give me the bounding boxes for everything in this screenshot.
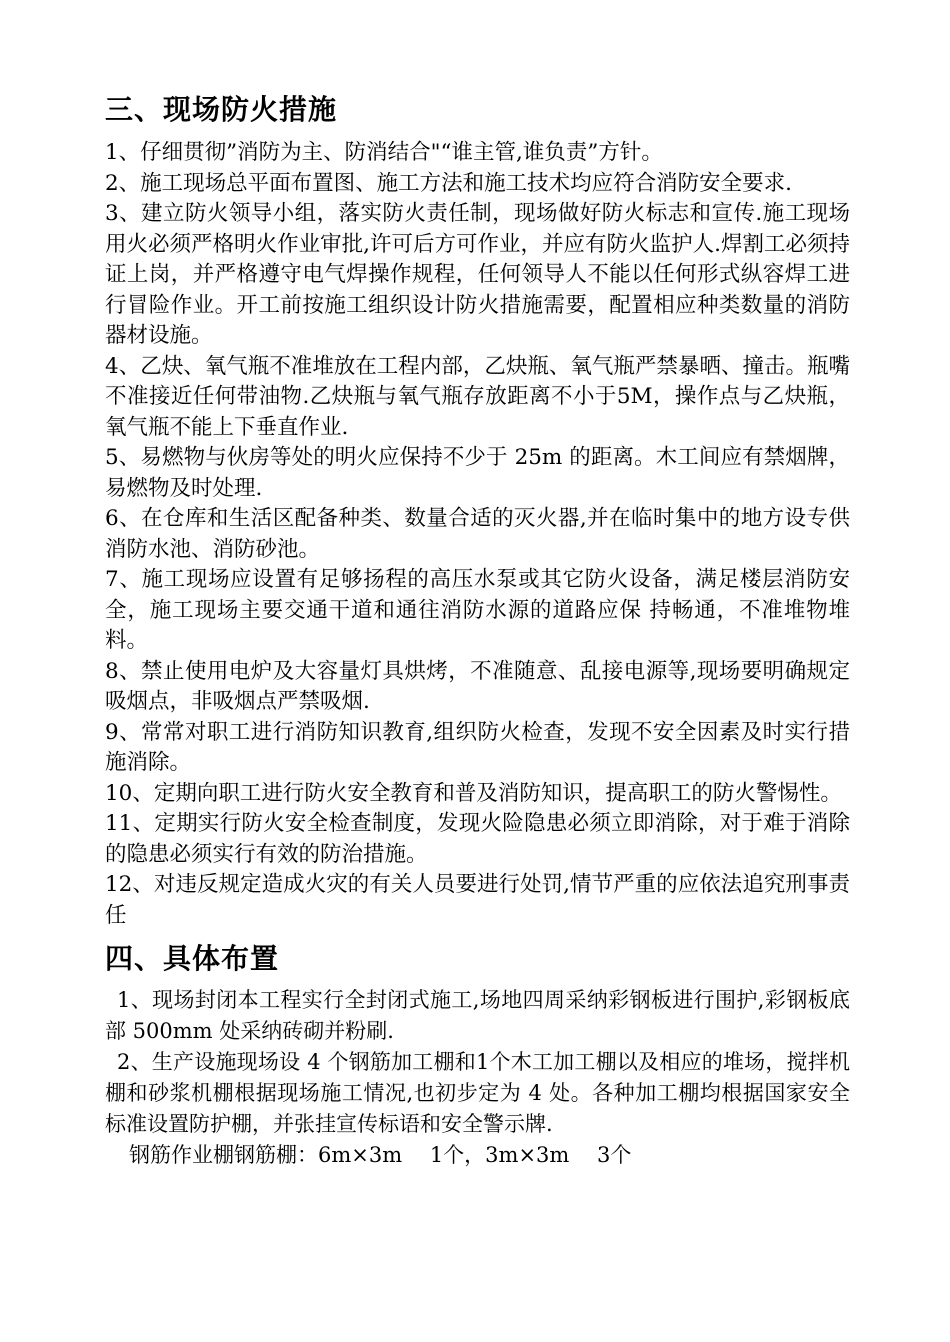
- layout-item-2: 2、生产设施现场设 4 个钢筋加工棚和1个木工加工棚以及相应的堆场，搅拌机棚和砂浆机棚根据现场施工情况,也初步定为 4 处。各种加工棚均根据国家安全标准设置防护棚，并张挂宣传标语和安全警示牌.: [105, 1050, 850, 1136]
- layout-shed-spec: 钢筋作业棚钢筋棚：6m×3m 1个，3m×3m 3个: [129, 1143, 632, 1167]
- section-heading-layout: 四、具体布置: [105, 942, 280, 975]
- fire-item-5: 5、易燃物与伙房等处的明火应保持不少于 25m 的距离。木工间应有禁烟牌，易燃物及时处理.: [105, 445, 850, 501]
- fire-item-11: 11、定期实行防火安全检查制度，发现火险隐患必须立即消除，对于难于消除的隐患必须实行有效的防治措施。: [105, 811, 850, 867]
- fire-item-1: 1、仔细贯彻”消防为主、防消结合"“谁主管,谁负责”方针。: [105, 140, 663, 165]
- document-page: [105, 88, 850, 1171]
- layout-item-1: 1、现场封闭本工程实行全封闭式施工,场地四周采纳彩钢板进行围护,彩钢板底部 500mm 处采纳砖砌并粉刷.: [105, 988, 850, 1043]
- fire-item-12: 12、对违反规定造成火灾的有关人员要进行处罚,情节严重的应依法追究刑事责任: [105, 872, 850, 928]
- fire-item-8: 8、禁止使用电炉及大容量灯具烘烤，不准随意、乱接电源等,现场要明确规定吸烟点，非吸烟点严禁吸烟.: [105, 658, 850, 714]
- section-layout: [105, 937, 850, 1171]
- fire-item-3: 3、建立防火领导小组，落实防火责任制，现场做好防火标志和宣传.施工现场用火必须严格明火作业审批,许可后方可作业，并应有防火监护人.焊割工必须持证上岗，并严格遵守电气焊操作规程，任何领导人不能以任何形式纵容焊工进行冒险作业。开工前按施工组织设计防火措施需要，配置相应种类数量的消防器材设施。: [105, 201, 850, 348]
- fire-item-9: 9、常常对职工进行消防知识教育,组织防火检查，发现不安全因素及时实行措施消除。: [105, 719, 850, 775]
- fire-item-7: 7、施工现场应设置有足够扬程的高压水泵或其它防火设备，满足楼层消防安全，施工现场主要交通干道和通往消防水源的道路应保 持畅通，不准堆物堆料。: [105, 567, 850, 653]
- section-heading-fire-prevention: 三、现场防火措施: [105, 93, 338, 126]
- fire-item-6: 6、在仓库和生活区配备种类、数量合适的灭火器,并在临时集中的地方设专供消防水池、消防砂池。: [105, 506, 850, 562]
- fire-item-10: 10、定期向职工进行防火安全教育和普及消防知识，提高职工的防火警惕性。: [105, 780, 842, 806]
- section-fire-prevention: [105, 88, 850, 931]
- fire-item-2: 2、施工现场总平面布置图、施工方法和施工技术均应符合消防安全要求.: [105, 170, 793, 196]
- fire-item-4: 4、乙炔、氧气瓶不准堆放在工程内部，乙炔瓶、氧气瓶严禁暴晒、撞击。瓶嘴不准接近任何带油物.乙炔瓶与氧气瓶存放距离不小于5M，操作点与乙炔瓶，氧气瓶不能上下垂直作业.: [105, 353, 850, 440]
